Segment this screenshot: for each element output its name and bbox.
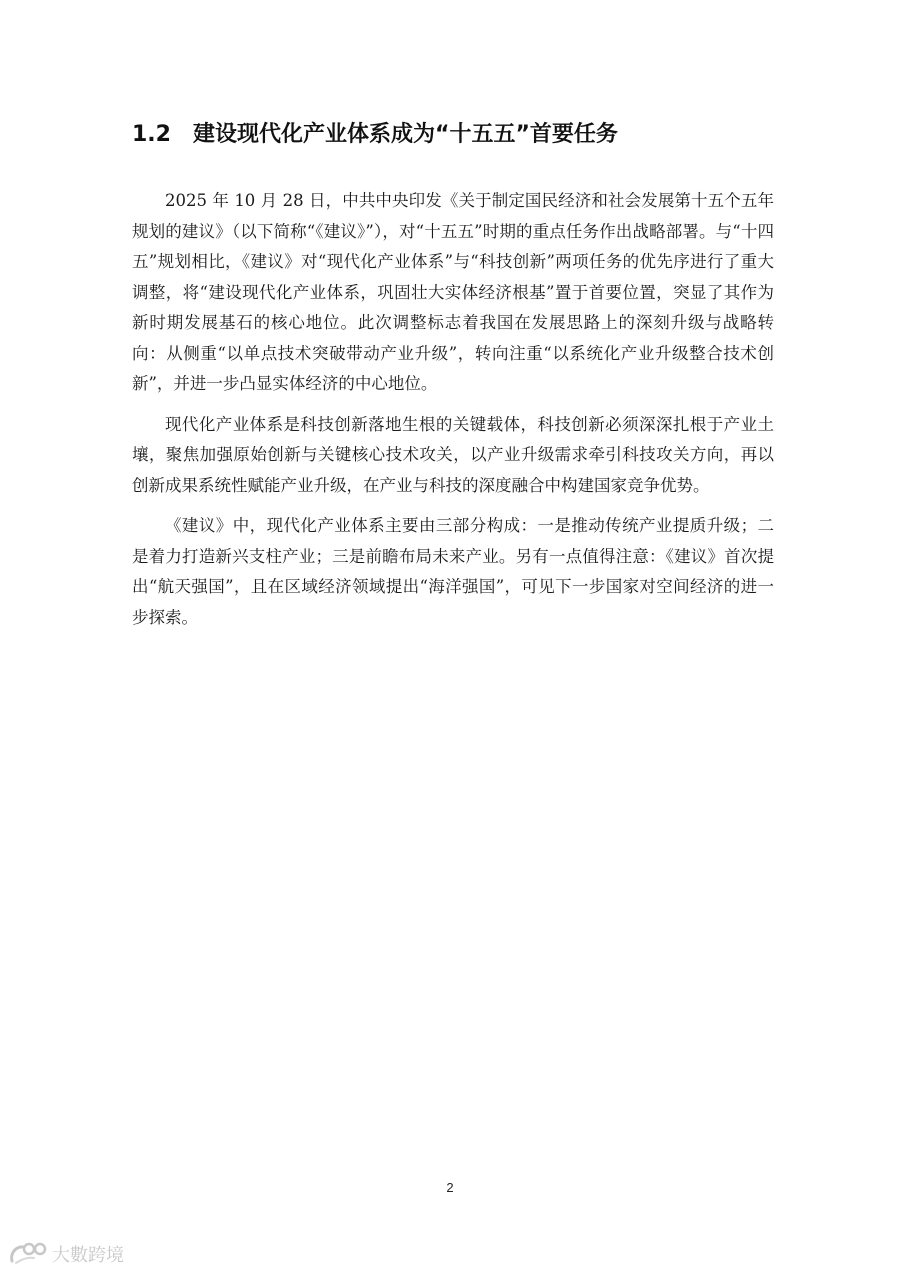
brand-wordmark-text: 大數跨境 bbox=[52, 1245, 124, 1266]
brand-wordmark bbox=[52, 1241, 130, 1267]
section-number: 1.2 bbox=[132, 122, 171, 147]
brand-logo-icon bbox=[8, 1241, 48, 1267]
watermark-logo bbox=[8, 1240, 130, 1268]
section-heading bbox=[132, 118, 792, 152]
body-text bbox=[132, 186, 774, 643]
section-title: 建设现代化产业体系成为“十五五”首要任务 bbox=[192, 122, 618, 147]
paragraph-2: 现代化产业体系是科技创新落地生根的关键载体，科技创新必须深深扎根于产业土壤，聚焦加强原始创新与关键核心技术攻关，以产业升级需求牵引科技攻关方向，再以创新成果系统性赋能产业升级，在产业与科技的深度融合中构建国家竞争优势。 bbox=[132, 414, 774, 495]
paragraph-1: 2025 年 10 月 28 日，中共中央印发《关于制定国民经济和社会发展第十五个五年规划的建议》（以下简称“《建议》”），对“十五五”时期的重点任务作出战略部署。与“十四五”规划相比，《建议》对“现代化产业体系”与“科技创新”两项任务的优先序进行了重大调整，将“建设现代化产业体系，巩固壮大实体经济根基”置于首要位置，突显了其作为新时期发展基石的核心地位。此次调整标志着我国在发展思路上的深刻升级与战略转向：从侧重“以单点技术突破带动产业升级”，转向注重“以系统化产业升级整合技术创新”，并进一步凸显实体经济的中心地位。 bbox=[132, 191, 774, 393]
page-number: 2 bbox=[446, 1180, 454, 1195]
paragraph-3: 《建议》中，现代化产业体系主要由三部分构成：一是推动传统产业提质升级；二是着力打造新兴支柱产业；三是前瞻布局未来产业。另有一点值得注意：《建议》首次提出“航天强国”，且在区域经济领域提出“海洋强国”，可见下一步国家对空间经济的进一步探索。 bbox=[132, 516, 774, 627]
